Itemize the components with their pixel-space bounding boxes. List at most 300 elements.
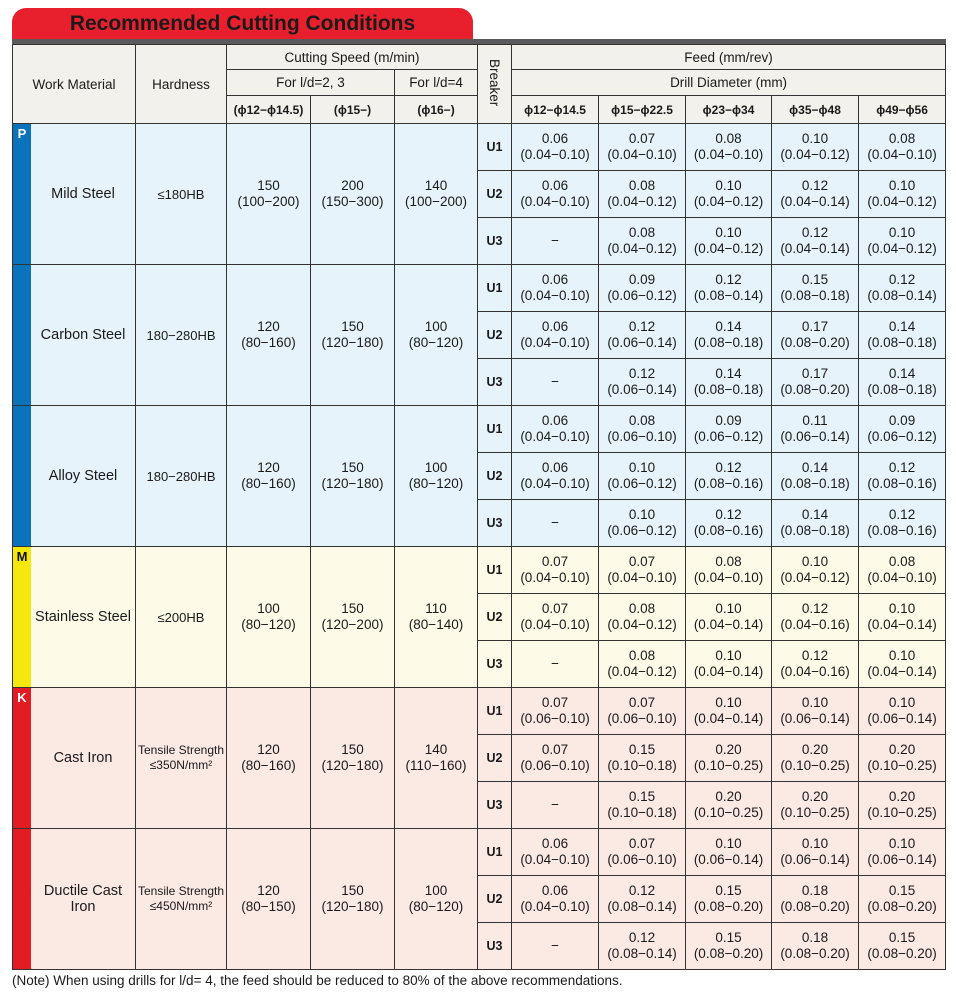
breaker-cell: U1 [478, 547, 512, 594]
feed-value: 0.10 [715, 225, 742, 240]
feed-range: (0.04−0.10) [607, 147, 677, 162]
breaker-cell: U2 [478, 171, 512, 218]
cutting-speed-cell [395, 265, 478, 406]
feed-cell [599, 594, 686, 641]
feed-range: (0.08−0.14) [693, 288, 764, 303]
feed-cell [599, 218, 686, 265]
feed-range: (0.06−0.10) [607, 429, 677, 444]
feed-value: 0.06 [541, 272, 569, 287]
feed-cell [686, 359, 772, 406]
feed-cell [859, 547, 946, 594]
feed-value: 0.12 [801, 601, 829, 616]
feed-value: 0.11 [802, 413, 828, 428]
cutting-speed-range: (80−140) [408, 617, 464, 632]
feed-value: 0.12 [888, 272, 916, 287]
cutting-speed-range: (120−180) [321, 758, 384, 773]
feed-cell [512, 876, 599, 923]
feed-value: 0.12 [628, 883, 656, 898]
feed-value: 0.07 [628, 131, 656, 146]
feed-value: − [551, 374, 559, 389]
feed-cell [599, 876, 686, 923]
iso-group-stripe [13, 829, 31, 969]
header-diameter: ϕ15−ϕ22.5 [599, 96, 686, 124]
feed-value: 0.12 [801, 648, 829, 663]
cutting-speed-value: 120 [257, 460, 280, 475]
feed-range: (0.08−0.18) [867, 335, 937, 350]
header-ld-4: For l/d=4 [395, 70, 478, 96]
cutting-speed-value: 150 [341, 742, 364, 757]
feed-cell [859, 829, 946, 876]
feed-cell [512, 782, 599, 829]
feed-value: 0.15 [715, 930, 742, 945]
feed-range: (0.08−0.18) [693, 335, 764, 350]
feed-value: 0.10 [801, 695, 829, 710]
breaker-cell: U1 [478, 688, 512, 735]
feed-value: 0.12 [801, 178, 829, 193]
iso-group-stripe [13, 124, 31, 264]
feed-value: 0.12 [628, 366, 656, 381]
cutting-speed-range: (120−200) [321, 617, 384, 632]
feed-value: 0.07 [541, 742, 569, 757]
iso-group-stripe [13, 547, 31, 687]
feed-value: 0.07 [628, 554, 656, 569]
feed-range: (0.04−0.10) [520, 288, 590, 303]
material-name: Cast Iron [53, 750, 113, 766]
feed-range: (0.04−0.10) [867, 147, 937, 162]
feed-cell [772, 829, 859, 876]
feed-cell [859, 500, 946, 547]
feed-cell [599, 500, 686, 547]
feed-range: (0.04−0.16) [780, 617, 850, 632]
feed-cell [686, 782, 772, 829]
header-ld-2-3: For l/d=2, 3 [227, 70, 395, 96]
feed-cell [599, 359, 686, 406]
feed-cell [686, 829, 772, 876]
feed-value: 0.10 [888, 601, 916, 616]
feed-range: (0.04−0.12) [867, 194, 937, 209]
cutting-speed-value: 140 [424, 178, 448, 193]
feed-range: (0.08−0.18) [867, 382, 937, 397]
feed-cell [859, 688, 946, 735]
feed-value: 0.18 [801, 883, 829, 898]
iso-group-stripe [13, 688, 31, 828]
feed-range: (0.10−0.25) [693, 805, 764, 820]
feed-range: (0.08−0.14) [867, 288, 937, 303]
feed-value: 0.14 [715, 319, 742, 334]
feed-cell [599, 923, 686, 970]
feed-value: 0.12 [715, 272, 742, 287]
feed-range: (0.04−0.10) [520, 429, 590, 444]
feed-cell [686, 735, 772, 782]
breaker-cell: U2 [478, 453, 512, 500]
feed-value: 0.15 [715, 883, 742, 898]
feed-value: 0.20 [715, 742, 742, 757]
feed-cell [859, 171, 946, 218]
feed-cell [686, 218, 772, 265]
feed-cell [686, 171, 772, 218]
feed-value: 0.14 [888, 366, 916, 381]
iso-group-letter: P [17, 126, 27, 141]
feed-cell [686, 594, 772, 641]
feed-value: 0.10 [888, 836, 916, 851]
material-name-cell [13, 265, 136, 406]
cutting-speed-cell [227, 406, 311, 547]
cutting-speed-value: 150 [341, 460, 364, 475]
material-name-cell [13, 688, 136, 829]
feed-cell [686, 500, 772, 547]
feed-cell [686, 453, 772, 500]
feed-range: (0.04−0.12) [607, 664, 677, 679]
feed-value: 0.06 [541, 319, 569, 334]
feed-range: (0.04−0.10) [520, 617, 590, 632]
feed-value: 0.14 [801, 460, 829, 475]
feed-cell [859, 359, 946, 406]
breaker-cell: U3 [478, 218, 512, 265]
feed-range: (0.08−0.18) [693, 382, 764, 397]
feed-value: 0.07 [541, 695, 569, 710]
feed-range: (0.04−0.14) [693, 664, 764, 679]
feed-range: (0.08−0.14) [607, 946, 677, 961]
iso-group-letter: K [17, 690, 27, 705]
feed-value: 0.12 [628, 930, 656, 945]
feed-range: (0.04−0.10) [520, 899, 590, 914]
feed-range: (0.06−0.12) [607, 523, 677, 538]
feed-value: 0.06 [541, 460, 569, 475]
feed-range: (0.10−0.18) [607, 758, 677, 773]
header-speed-range: (ϕ15−) [311, 96, 395, 124]
table-row [13, 688, 946, 735]
feed-cell [512, 500, 599, 547]
hardness-cell: 180−280HB [136, 265, 227, 406]
feed-cell [859, 594, 946, 641]
feed-cell [686, 312, 772, 359]
feed-cell [772, 359, 859, 406]
cutting-speed-value: 100 [424, 460, 448, 475]
feed-range: (0.06−0.14) [780, 429, 850, 444]
header-cutting-speed: Cutting Speed (m/min) [227, 45, 478, 70]
cutting-speed-cell [227, 829, 311, 970]
table-row [13, 547, 946, 594]
breaker-cell: U3 [478, 359, 512, 406]
feed-value: 0.14 [888, 319, 916, 334]
feed-range: (0.08−0.20) [780, 382, 850, 397]
feed-cell [772, 547, 859, 594]
feed-range: (0.10−0.25) [867, 805, 937, 820]
feed-value: 0.06 [541, 131, 569, 146]
feed-cell [859, 406, 946, 453]
feed-range: (0.04−0.14) [693, 617, 764, 632]
feed-value: 0.15 [628, 742, 656, 757]
cutting-speed-range: (80−150) [241, 899, 296, 914]
feed-range: (0.06−0.12) [867, 429, 937, 444]
cutting-speed-range: (80−160) [241, 335, 296, 350]
feed-value: 0.09 [628, 272, 656, 287]
feed-cell [772, 312, 859, 359]
breaker-cell: U2 [478, 594, 512, 641]
cutting-speed-range: (100−200) [237, 194, 300, 209]
hardness-value: ≤450N/mm² [149, 899, 213, 913]
feed-value: 0.20 [801, 742, 829, 757]
feed-cell [512, 688, 599, 735]
feed-range: (0.10−0.25) [780, 758, 850, 773]
cutting-speed-cell [227, 688, 311, 829]
feed-cell [772, 265, 859, 312]
feed-range: (0.10−0.25) [693, 758, 764, 773]
feed-range: (0.04−0.14) [780, 241, 850, 256]
feed-value: 0.09 [888, 413, 916, 428]
feed-value: 0.15 [888, 930, 916, 945]
feed-value: 0.12 [888, 460, 916, 475]
header-hardness: Hardness [136, 45, 227, 124]
hardness-cell: ≤200HB [136, 547, 227, 688]
feed-range: (0.06−0.10) [520, 758, 590, 773]
feed-range: (0.08−0.20) [693, 946, 764, 961]
feed-value: 0.10 [628, 507, 656, 522]
cutting-speed-cell [395, 547, 478, 688]
feed-range: (0.06−0.12) [607, 476, 677, 491]
iso-group-stripe [13, 406, 31, 546]
cutting-speed-range: (120−180) [321, 899, 384, 914]
cutting-speed-value: 140 [424, 742, 448, 757]
feed-value: 0.10 [888, 178, 916, 193]
cutting-speed-value: 120 [257, 319, 280, 334]
feed-value: 0.17 [801, 319, 829, 334]
feed-cell [772, 406, 859, 453]
feed-cell [772, 594, 859, 641]
feed-cell [772, 923, 859, 970]
feed-value: 0.07 [541, 554, 569, 569]
cutting-speed-value: 150 [341, 319, 364, 334]
feed-cell [772, 641, 859, 688]
feed-value: 0.06 [541, 413, 569, 428]
feed-cell [859, 124, 946, 171]
feed-value: 0.14 [715, 366, 742, 381]
cutting-speed-cell [227, 547, 311, 688]
table-row [13, 265, 946, 312]
feed-range: (0.04−0.10) [520, 147, 590, 162]
hardness-cell: 180−280HB [136, 406, 227, 547]
cutting-speed-range: (100−200) [405, 194, 467, 209]
feed-cell [599, 829, 686, 876]
breaker-cell: U2 [478, 312, 512, 359]
feed-cell [512, 359, 599, 406]
feed-range: (0.08−0.20) [780, 899, 850, 914]
cutting-speed-value: 110 [425, 601, 447, 616]
feed-cell [599, 265, 686, 312]
feed-cell [599, 124, 686, 171]
feed-range: (0.08−0.20) [867, 946, 937, 961]
feed-value: 0.18 [801, 930, 829, 945]
hardness-label: Tensile Strength [137, 884, 225, 898]
cutting-speed-cell [311, 829, 395, 970]
feed-value: 0.08 [888, 131, 916, 146]
feed-value: 0.12 [888, 507, 916, 522]
feed-value: 0.10 [801, 554, 829, 569]
hardness-cell: ≤180HB [136, 124, 227, 265]
cutting-speed-range: (80−160) [241, 476, 296, 491]
feed-range: (0.06−0.14) [867, 711, 937, 726]
feed-cell [512, 406, 599, 453]
feed-range: (0.04−0.14) [867, 617, 937, 632]
feed-value: 0.06 [541, 178, 569, 193]
breaker-cell: U1 [478, 265, 512, 312]
feed-range: (0.04−0.14) [693, 711, 764, 726]
footnote: (Note) When using drills for l/d= 4, the feed should be reduced to 80% of the above recommendations. [12, 973, 623, 988]
feed-value: 0.06 [541, 883, 569, 898]
feed-cell [859, 453, 946, 500]
feed-cell [772, 782, 859, 829]
breaker-cell: U1 [478, 406, 512, 453]
feed-cell [859, 641, 946, 688]
feed-value: 0.08 [715, 131, 742, 146]
feed-range: (0.06−0.10) [520, 711, 590, 726]
table-row [13, 406, 946, 453]
feed-value: 0.08 [628, 178, 656, 193]
header-diameter: ϕ23−ϕ34 [686, 96, 772, 124]
feed-range: (0.06−0.14) [607, 382, 677, 397]
cutting-speed-range: (150−300) [321, 194, 384, 209]
feed-cell [772, 124, 859, 171]
hardness-cell [136, 688, 227, 829]
feed-value: 0.10 [888, 648, 916, 663]
header-diameter: ϕ35−ϕ48 [772, 96, 859, 124]
feed-range: (0.04−0.10) [607, 570, 677, 585]
feed-value: 0.12 [715, 460, 742, 475]
feed-range: (0.08−0.16) [867, 476, 937, 491]
feed-value: − [551, 797, 559, 812]
feed-value: 0.10 [801, 836, 829, 851]
cutting-speed-cell [311, 265, 395, 406]
feed-value: 0.10 [715, 178, 742, 193]
feed-value: − [551, 656, 559, 671]
header-diameter: ϕ12−ϕ14.5 [512, 96, 599, 124]
cutting-speed-cell [227, 265, 311, 406]
feed-value: − [551, 233, 559, 248]
material-name: Mild Steel [51, 186, 115, 202]
material-name: Ductile Cast Iron [43, 883, 123, 915]
feed-range: (0.04−0.12) [693, 194, 764, 209]
hardness-label: Tensile Strength [137, 743, 225, 757]
feed-cell [772, 876, 859, 923]
feed-cell [686, 406, 772, 453]
breaker-cell: U3 [478, 500, 512, 547]
hardness-value: ≤350N/mm² [149, 758, 213, 772]
breaker-cell: U1 [478, 124, 512, 171]
table-row [13, 829, 946, 876]
feed-cell [512, 923, 599, 970]
cutting-speed-range: (80−160) [241, 758, 296, 773]
feed-range: (0.10−0.25) [867, 758, 937, 773]
feed-range: (0.04−0.14) [780, 194, 850, 209]
feed-value: 0.07 [628, 695, 656, 710]
cutting-speed-cell [311, 547, 395, 688]
cutting-speed-cell [311, 688, 395, 829]
feed-value: 0.08 [628, 648, 656, 663]
feed-value: 0.08 [628, 601, 656, 616]
feed-value: 0.12 [801, 225, 829, 240]
cutting-speed-value: 150 [341, 883, 364, 898]
feed-range: (0.08−0.14) [607, 899, 677, 914]
cutting-speed-range: (80−120) [408, 335, 464, 350]
feed-range: (0.04−0.10) [520, 335, 590, 350]
feed-value: 0.20 [801, 789, 829, 804]
feed-range: (0.06−0.12) [693, 429, 764, 444]
page-title: Recommended Cutting Conditions [12, 8, 473, 40]
cutting-speed-range: (120−180) [321, 335, 384, 350]
feed-value: 0.20 [888, 789, 916, 804]
breaker-cell: U1 [478, 829, 512, 876]
feed-cell [859, 265, 946, 312]
header-speed-range: (ϕ12−ϕ14.5) [227, 96, 311, 124]
feed-cell [772, 218, 859, 265]
cutting-speed-value: 100 [424, 883, 448, 898]
feed-cell [599, 641, 686, 688]
feed-cell [599, 171, 686, 218]
feed-cell [512, 453, 599, 500]
cutting-speed-range: (80−120) [408, 899, 464, 914]
feed-value: 0.08 [628, 225, 656, 240]
feed-range: (0.06−0.14) [607, 335, 677, 350]
feed-cell [512, 265, 599, 312]
cutting-speed-range: (120−180) [321, 476, 384, 491]
feed-range: (0.04−0.10) [867, 570, 937, 585]
feed-value: 0.20 [888, 742, 916, 757]
header-drill-diameter: Drill Diameter (mm) [512, 70, 946, 96]
feed-range: (0.10−0.18) [607, 805, 677, 820]
feed-value: 0.20 [715, 789, 742, 804]
feed-range: (0.04−0.10) [520, 194, 590, 209]
feed-range: (0.04−0.10) [520, 570, 590, 585]
feed-range: (0.08−0.18) [780, 288, 850, 303]
cutting-speed-range: (110−160) [405, 758, 467, 773]
cutting-speed-value: 100 [257, 601, 280, 616]
material-name-cell [13, 406, 136, 547]
cutting-speed-cell [311, 124, 395, 265]
breaker-cell: U2 [478, 735, 512, 782]
cutting-speed-value: 150 [341, 601, 364, 616]
feed-value: 0.12 [715, 507, 742, 522]
header-feed: Feed (mm/rev) [512, 45, 946, 70]
feed-cell [599, 406, 686, 453]
breaker-cell: U2 [478, 876, 512, 923]
feed-cell [686, 923, 772, 970]
feed-value: 0.10 [628, 460, 656, 475]
header-work-material: Work Material [13, 45, 136, 124]
feed-cell [772, 453, 859, 500]
cutting-speed-cell [395, 688, 478, 829]
feed-cell [686, 124, 772, 171]
feed-cell [599, 688, 686, 735]
feed-cell [686, 876, 772, 923]
feed-value: 0.10 [715, 836, 742, 851]
cutting-conditions-table [12, 44, 946, 970]
feed-cell [599, 453, 686, 500]
cutting-speed-value: 150 [257, 178, 280, 193]
feed-value: 0.10 [888, 225, 916, 240]
feed-value: 0.10 [801, 131, 829, 146]
feed-range: (0.04−0.12) [607, 241, 677, 256]
feed-range: (0.04−0.12) [607, 617, 677, 632]
feed-range: (0.08−0.16) [693, 476, 764, 491]
material-name: Alloy Steel [48, 468, 118, 484]
feed-range: (0.04−0.12) [780, 147, 850, 162]
feed-cell [686, 547, 772, 594]
feed-cell [512, 829, 599, 876]
feed-cell [512, 218, 599, 265]
feed-range: (0.08−0.16) [693, 523, 764, 538]
cutting-speed-value: 120 [257, 742, 280, 757]
breaker-cell: U3 [478, 641, 512, 688]
